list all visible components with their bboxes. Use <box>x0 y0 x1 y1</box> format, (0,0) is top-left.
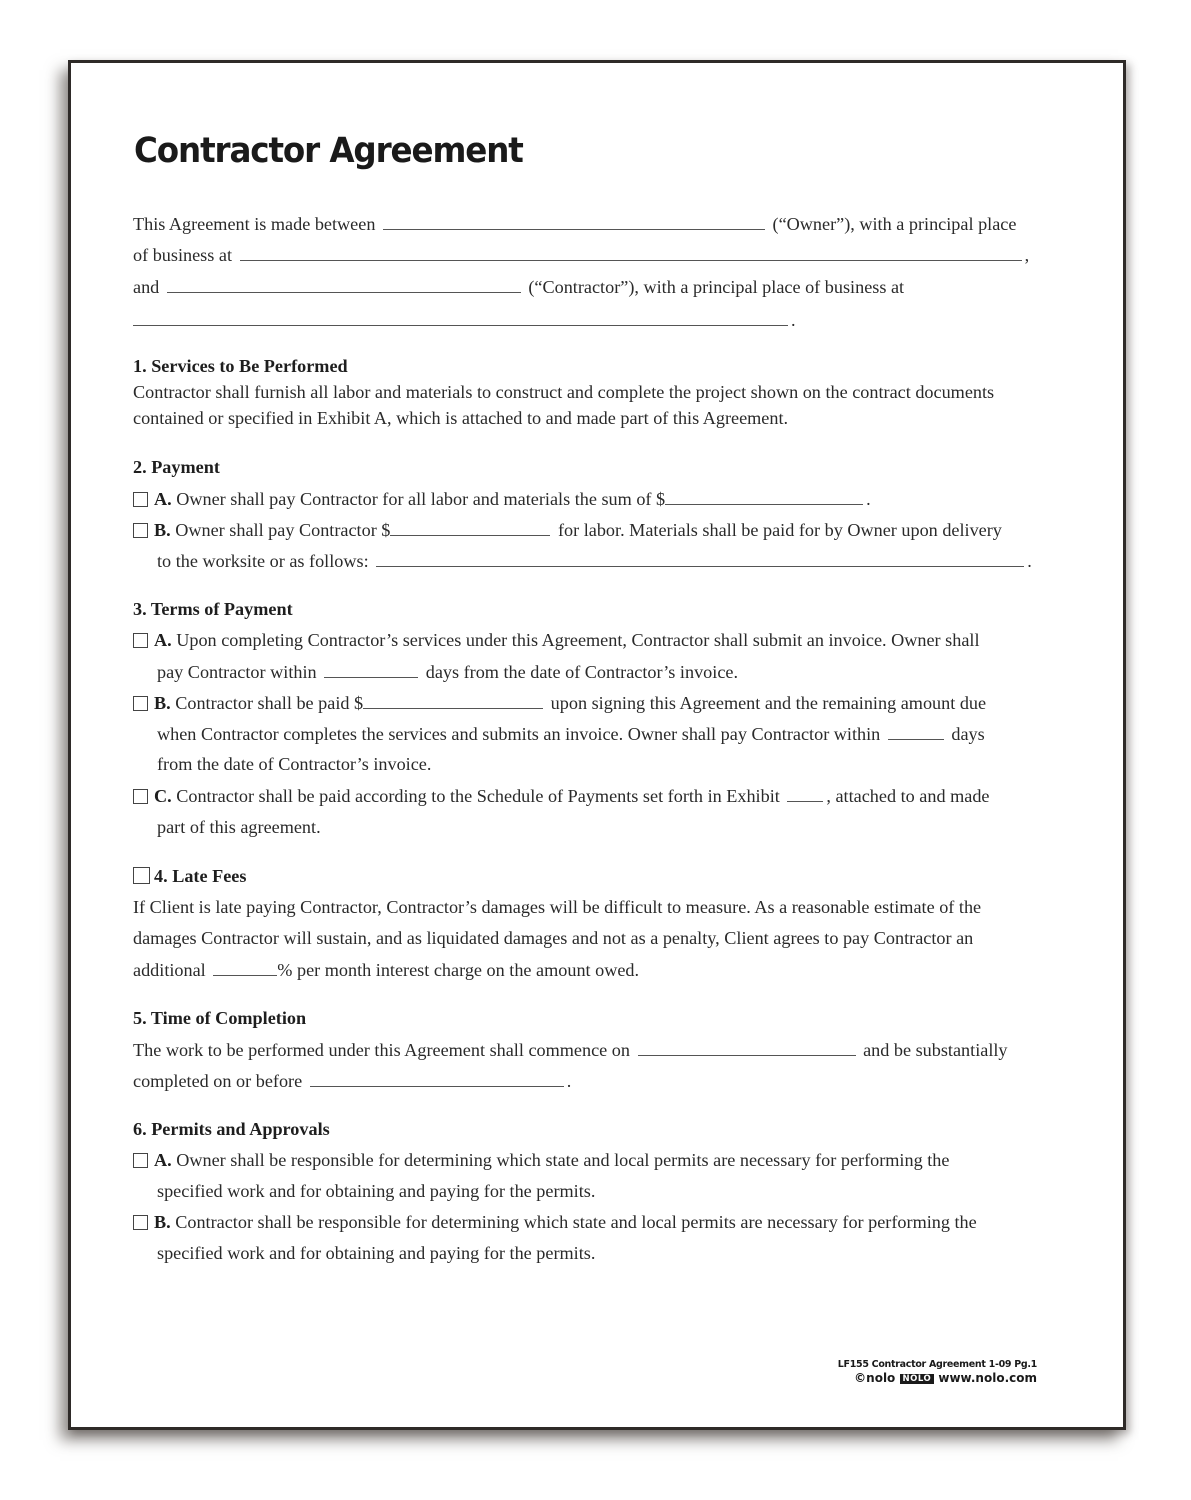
intro-line-2 <box>133 242 1029 266</box>
contractor-name-field[interactable] <box>167 274 521 293</box>
payment-option-a <box>133 486 871 510</box>
terms-option-c-line-2: part of this agreement. <box>157 817 321 837</box>
option-text: . <box>1027 551 1032 571</box>
terms-option-b-line-3: from the date of Contractor’s invoice. <box>157 754 432 774</box>
option-label: C. <box>154 786 172 806</box>
nolo-logo: NOLO <box>900 1374 935 1384</box>
option-label: A. <box>154 1150 172 1170</box>
option-text: % per month interest charge on the amount owed. <box>277 960 640 980</box>
option-text: Contractor shall be paid $ <box>175 693 364 713</box>
website-link[interactable]: www.nolo.com <box>938 1371 1037 1385</box>
intro-text: (“Contractor”), with a principal place of business at <box>528 277 905 297</box>
payment-b-checkbox[interactable] <box>133 523 148 538</box>
intro-line-4 <box>133 307 796 331</box>
contractor-address-field[interactable] <box>133 307 788 326</box>
owner-name-field[interactable] <box>383 211 765 230</box>
form-id: LF155 Contractor Agreement 1-09 Pg.1 <box>837 1359 1037 1370</box>
section-5-line-1 <box>133 1037 1008 1061</box>
materials-terms-field[interactable] <box>376 548 1024 567</box>
option-text: . <box>866 489 871 509</box>
late-fees-checkbox[interactable] <box>133 867 150 884</box>
section-5-line-2 <box>133 1068 571 1092</box>
balance-days-field[interactable] <box>888 721 944 740</box>
section-4-text: damages Contractor will sustain, and as liquidated damages and not as a penalty, Client agrees to pay Contractor an <box>133 928 974 948</box>
option-text: pay Contractor within <box>157 662 317 682</box>
section-3-heading: 3. Terms of Payment <box>133 599 293 619</box>
intro-text: and <box>133 277 160 297</box>
option-text: days from the date of Contractor’s invoice. <box>425 662 739 682</box>
option-label: A. <box>154 630 172 650</box>
option-text: Contractor shall be paid according to the Schedule of Payments set forth in Exhibit <box>176 786 780 806</box>
option-text: Owner shall be responsible for determining which state and local permits are necessary for performing the <box>176 1150 950 1170</box>
section-5-heading: 5. Time of Completion <box>133 1008 307 1028</box>
section-4-line-3 <box>133 957 639 981</box>
permits-option-b-line-2: specified work and for obtaining and paying for the permits. <box>157 1243 596 1263</box>
option-text: completed on or before <box>133 1071 303 1091</box>
section-2-heading: 2. Payment <box>133 457 220 477</box>
document-footer <box>838 1359 1037 1385</box>
deposit-amount-field[interactable] <box>363 690 543 709</box>
terms-a-checkbox[interactable] <box>133 633 148 648</box>
payment-option-b <box>133 517 1002 541</box>
section-1-text: contained or specified in Exhibit A, which is attached to and made part of this Agreement. <box>133 408 789 428</box>
document-title: Contractor Agreement <box>134 131 523 171</box>
permits-a-checkbox[interactable] <box>133 1153 148 1168</box>
option-label: A. <box>154 489 172 509</box>
terms-c-checkbox[interactable] <box>133 789 148 804</box>
permits-option-a-line-2: specified work and for obtaining and paying for the permits. <box>157 1181 596 1201</box>
section-4-title: 4. Late Fees <box>154 866 247 886</box>
exhibit-letter-field[interactable] <box>787 783 823 802</box>
option-label: B. <box>154 693 171 713</box>
footer-brand-line <box>838 1371 1037 1385</box>
copyright-text: ©nolo <box>854 1371 896 1385</box>
terms-option-a <box>133 628 980 652</box>
interest-percent-field[interactable] <box>213 957 277 976</box>
intro-text: (“Owner”), with a principal place <box>772 214 1017 234</box>
option-text: Owner shall pay Contractor for all labor and materials the sum of $ <box>176 489 666 509</box>
payment-a-checkbox[interactable] <box>133 492 148 507</box>
section-1-heading: 1. Services to Be Performed <box>133 356 348 376</box>
start-date-field[interactable] <box>638 1037 856 1056</box>
intro-text: , <box>1024 245 1030 265</box>
owner-address-field[interactable] <box>240 242 1022 261</box>
intro-line-3 <box>133 274 904 298</box>
terms-option-b-line-2 <box>157 721 985 745</box>
option-text: Contractor shall be responsible for determining which state and local permits are necessary for performing the <box>175 1212 977 1232</box>
document-page <box>68 60 1126 1430</box>
permits-b-checkbox[interactable] <box>133 1215 148 1230</box>
option-text: to the worksite or as follows: <box>157 551 369 571</box>
terms-b-checkbox[interactable] <box>133 696 148 711</box>
option-text: additional <box>133 960 206 980</box>
option-text: days <box>951 724 985 744</box>
option-text: when Contractor completes the services and submits an invoice. Owner shall pay Contractor within <box>157 724 881 744</box>
terms-option-c <box>133 783 990 807</box>
option-text: for labor. Materials shall be paid for by Owner upon delivery <box>557 520 1002 540</box>
intro-text: of business at <box>133 245 233 265</box>
option-text: Owner shall pay Contractor $ <box>175 520 391 540</box>
option-text: and be substantially <box>863 1040 1008 1060</box>
option-text: Upon completing Contractor’s services under this Agreement, Contractor shall submit an invoice. Owner shall <box>176 630 980 650</box>
labor-amount-field[interactable] <box>390 517 550 536</box>
section-4-text: If Client is late paying Contractor, Contractor’s damages will be difficult to measure. As a reasonable estimate of the <box>133 897 982 917</box>
permits-option-b <box>133 1210 977 1234</box>
total-sum-field[interactable] <box>665 486 863 505</box>
option-text: The work to be performed under this Agreement shall commence on <box>133 1040 630 1060</box>
section-1-text: Contractor shall furnish all labor and materials to construct and complete the project shown on the contract documents <box>133 382 995 402</box>
permits-option-a <box>133 1148 949 1172</box>
section-6-heading: 6. Permits and Approvals <box>133 1119 330 1139</box>
intro-text: This Agreement is made between <box>133 214 376 234</box>
option-text: , attached to and made <box>826 786 990 806</box>
terms-option-b <box>133 690 986 714</box>
intro-text: . <box>791 310 796 330</box>
terms-option-a-line-2 <box>157 659 738 683</box>
option-label: B. <box>154 520 171 540</box>
option-text: upon signing this Agreement and the remaining amount due <box>550 693 987 713</box>
section-4-heading <box>133 864 246 888</box>
option-label: B. <box>154 1212 171 1232</box>
option-text: . <box>566 1071 572 1091</box>
completion-date-field[interactable] <box>310 1068 564 1087</box>
payment-option-b-line-2 <box>157 548 1032 572</box>
payment-days-field[interactable] <box>324 659 418 678</box>
intro-line-1 <box>133 211 1016 235</box>
